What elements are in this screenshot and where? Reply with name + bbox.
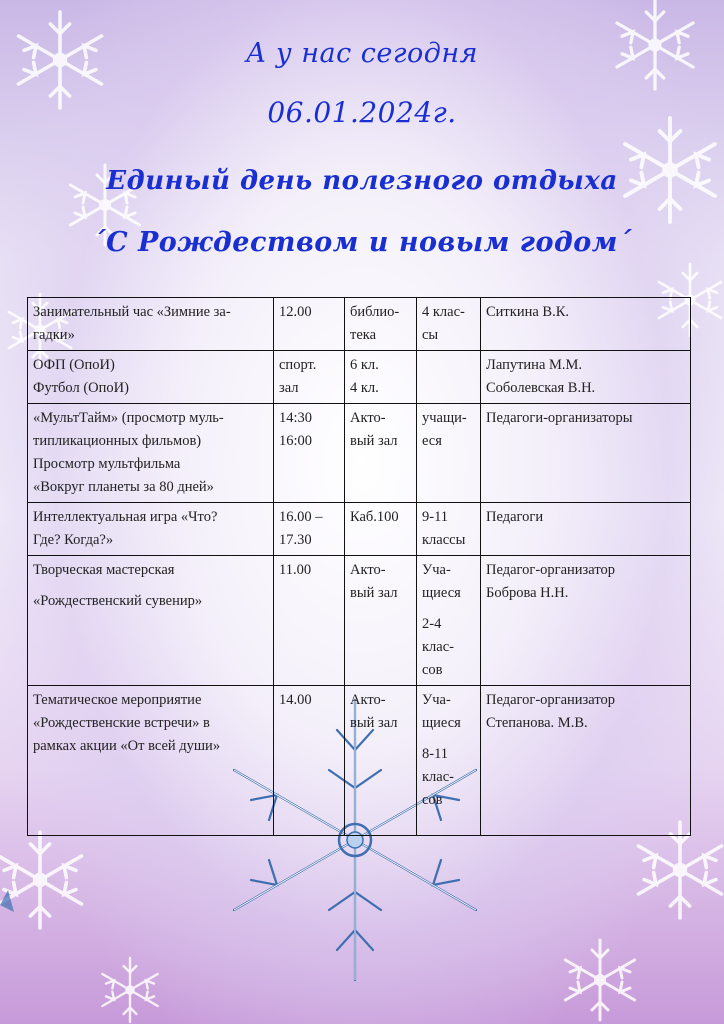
title-date: 06.01.2024г. (267, 96, 457, 129)
cell-group (417, 686, 481, 836)
table-row (28, 556, 691, 686)
cell-event (28, 404, 274, 503)
cell-line: Интеллектуальная игра «Что? (33, 509, 218, 525)
cell-line: Лапутина М.М. (486, 357, 583, 373)
cell-group (417, 503, 481, 556)
cell-line: библио- (350, 304, 400, 320)
cell-line: сы (422, 327, 439, 343)
cell-lead (481, 503, 691, 556)
cell-line: вый зал (350, 433, 398, 449)
cell-line: Педагоги (486, 509, 544, 525)
cell-line: Степанова. М.В. (486, 715, 588, 731)
cell-line: 11.00 (279, 562, 312, 578)
table-row (28, 686, 691, 836)
cell-line: «Вокруг планеты за 80 дней» (33, 479, 214, 495)
cell-line: ОФП (ОпоИ) (33, 357, 115, 373)
cell-place (345, 503, 417, 556)
cell-time (274, 556, 345, 686)
cell-line: Акто- (350, 562, 386, 578)
line-gap (422, 735, 475, 743)
cell-line: клас- (422, 769, 454, 785)
cell-time (274, 686, 345, 836)
cell-place (345, 404, 417, 503)
cell-line: вый зал (350, 585, 398, 601)
cell-line: 16.00 – (279, 509, 323, 525)
cell-line: Тематическое мероприятие (33, 692, 202, 708)
line-gap (33, 582, 268, 590)
cell-lead (481, 351, 691, 404)
cell-time (274, 298, 345, 351)
cell-line: вый зал (350, 715, 398, 731)
cell-line: Занимательный час «Зимние за- (33, 304, 231, 320)
cell-time (274, 351, 345, 404)
cell-line: клас- (422, 639, 454, 655)
cell-line: Акто- (350, 410, 386, 426)
line-gap (422, 605, 475, 613)
cell-lead (481, 556, 691, 686)
cell-line: Просмотр мультфильма (33, 456, 181, 472)
cell-line: Уча- (422, 692, 451, 708)
cell-place (345, 298, 417, 351)
table-row (28, 404, 691, 503)
cell-lead (481, 686, 691, 836)
cell-event (28, 298, 274, 351)
cell-line: 12.00 (279, 304, 312, 320)
cell-line: Творческая мастерская (33, 562, 175, 578)
cell-line: Педагог-организатор (486, 692, 615, 708)
cell-line: «МультТайм» (просмотр муль- (33, 410, 224, 426)
cell-line: еся (422, 433, 442, 449)
cell-place (345, 556, 417, 686)
cell-line: зал (279, 380, 299, 396)
cell-lead (481, 404, 691, 503)
cell-group (417, 351, 481, 404)
cell-line: щиеся (422, 715, 461, 731)
cell-line: рамках акции «От всей души» (33, 738, 221, 754)
cell-line: сов (422, 662, 443, 678)
cell-time (274, 503, 345, 556)
cell-lead (481, 298, 691, 351)
cell-line: 17.30 (279, 532, 312, 548)
cell-line: 16:00 (279, 433, 313, 449)
cell-line: типликационных фильмов) (33, 433, 202, 449)
cell-line: щиеся (422, 585, 461, 601)
cell-line: «Рождественские встречи» в (33, 715, 210, 731)
cell-line: Акто- (350, 692, 386, 708)
cell-line: 6 кл. (350, 357, 379, 373)
title-line-1: А у нас сегодня (245, 38, 479, 69)
cell-event (28, 686, 274, 836)
cell-line: Боброва Н.Н. (486, 585, 569, 601)
cell-line: Ситкина В.К. (486, 304, 569, 320)
cell-place (345, 686, 417, 836)
cell-line: Педагоги-организаторы (486, 410, 633, 426)
cell-line: учащи- (422, 410, 467, 426)
cell-line: 2-4 (422, 616, 442, 632)
cell-time (274, 404, 345, 503)
cell-line: классы (422, 532, 466, 548)
cell-event (28, 556, 274, 686)
cell-line: Педагог-организатор (486, 562, 615, 578)
cell-group (417, 298, 481, 351)
cell-line: спорт. (279, 357, 317, 373)
cell-line: Каб.100 (350, 509, 399, 525)
cell-line: сов (422, 792, 443, 808)
title-event-day: Единый день полезного отдыха (106, 166, 618, 196)
cell-line: 4 клас- (422, 304, 465, 320)
table-row (28, 351, 691, 404)
cell-place (345, 351, 417, 404)
cell-line: Где? Когда?» (33, 532, 114, 548)
cell-line: Футбол (ОпоИ) (33, 380, 129, 396)
title-holiday: ´С Рождеством и новым годом´ (92, 227, 632, 258)
table-row (28, 503, 691, 556)
cell-line: 4 кл. (350, 380, 379, 396)
schedule-table (27, 297, 691, 836)
cell-event (28, 503, 274, 556)
table-row (28, 298, 691, 351)
cell-line: «Рождественский сувенир» (33, 593, 203, 609)
cell-line: 9-11 (422, 509, 449, 525)
cell-event (28, 351, 274, 404)
cell-group (417, 404, 481, 503)
cell-group (417, 556, 481, 686)
cell-line: тека (350, 327, 377, 343)
cell-line: Соболевская В.Н. (486, 380, 596, 396)
cell-line: гадки» (33, 327, 75, 343)
cell-line: Уча- (422, 562, 451, 578)
cell-line: 14.00 (279, 692, 312, 708)
cell-line: 8-11 (422, 746, 449, 762)
cell-line: 14:30 (279, 410, 313, 426)
